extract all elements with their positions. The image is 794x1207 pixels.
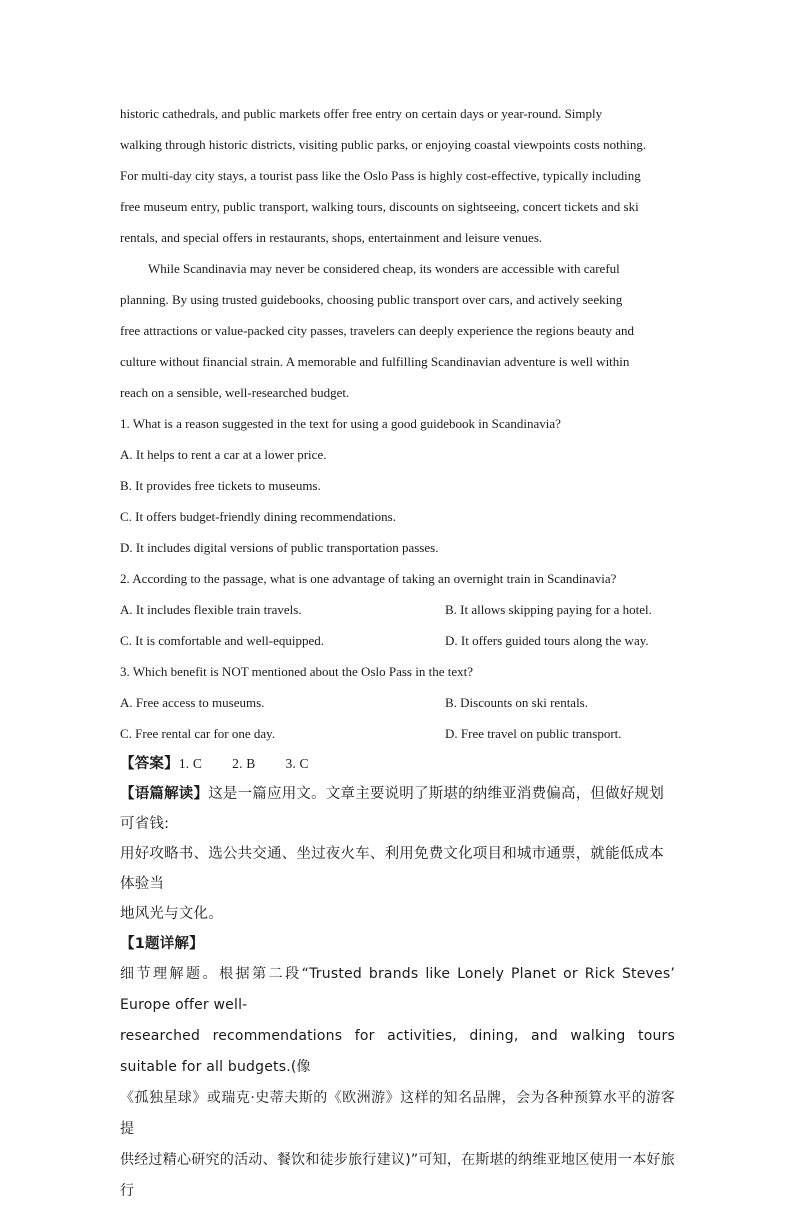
passage-line: free attractions or value-packed city passes, travelers can deeply experience the regions beauty and xyxy=(120,323,634,338)
detail-1 xyxy=(120,929,675,1207)
reading-line: 地风光与文化。 xyxy=(120,906,223,922)
option-d: D. It includes digital versions of public transportation passes. xyxy=(120,540,439,555)
option-row xyxy=(120,594,675,625)
question-2 xyxy=(120,563,675,656)
document-content xyxy=(120,98,675,1207)
question-stem: 2. According to the passage, what is one advantage of taking an overnight train in Scandinavia? xyxy=(120,571,617,586)
answer-item: 1. C xyxy=(178,756,203,771)
passage-line: While Scandinavia may never be considered cheap, its wonders are accessible with careful xyxy=(148,261,620,276)
reading-line xyxy=(120,779,675,839)
option-c: C. It is comfortable and well-equipped. xyxy=(120,633,324,648)
question-1 xyxy=(120,408,675,563)
detail-line: 《孤独星球》或瑞克·史蒂夫斯的《欧洲游》这样的知名品牌，会为各种预算水平的游客提 xyxy=(120,1090,675,1137)
detail-line: 细节理解题。根据第二段“Trusted brands like Lonely Planet or Rick Steves’ Europe offer well- xyxy=(120,966,675,1013)
option-b: B. It allows skipping paying for a hotel. xyxy=(445,602,652,617)
answer-item: 2. B xyxy=(232,756,256,771)
passage-line: reach on a sensible, well-researched budget. xyxy=(120,385,350,400)
reading-label: 【语篇解读】 xyxy=(120,786,209,802)
passage-paragraph-1 xyxy=(120,98,675,253)
detail-line: researched recommendations for activities, dining, and walking tours suitable for all budgets.(像 xyxy=(120,1028,675,1075)
question-3 xyxy=(120,656,675,749)
option-row xyxy=(120,625,675,656)
reading-text: 这是一篇应用文。文章主要说明了斯堪的纳维亚消费偏高，但做好规划可省钱: xyxy=(120,786,664,832)
question-stem: 3. Which benefit is NOT mentioned about the Oslo Pass in the text? xyxy=(120,664,473,679)
passage-line: free museum entry, public transport, walking tours, discounts on sightseeing, concert tickets and ski xyxy=(120,199,639,214)
passage-line: rentals, and special offers in restaurants, shops, entertainment and leisure venues. xyxy=(120,230,543,245)
passage-paragraph-2 xyxy=(120,253,675,408)
answer-item: 3. C xyxy=(285,756,309,771)
option-a: A. It includes flexible train travels. xyxy=(120,602,302,617)
option-d: D. It offers guided tours along the way. xyxy=(445,633,649,648)
reading-analysis xyxy=(120,779,675,929)
option-c: C. Free rental car for one day. xyxy=(120,726,276,741)
question-stem: 1. What is a reason suggested in the text for using a good guidebook in Scandinavia? xyxy=(120,416,561,431)
detail-line: 供经过精心研究的活动、餐饮和徒步旅行建议)”可知，在斯堪的纳维亚地区使用一本好旅行 xyxy=(120,1152,675,1199)
passage-line: historic cathedrals, and public markets offer free entry on certain days or year-round. Simply xyxy=(120,106,603,121)
passage-line: For multi-day city stays, a tourist pass like the Oslo Pass is highly cost-effective, typically including xyxy=(120,168,641,183)
passage-line: walking through historic districts, visiting public parks, or enjoying coastal viewpoints costs nothing. xyxy=(120,137,647,152)
option-row xyxy=(120,687,675,718)
answer-key xyxy=(120,749,675,779)
answer-label: 【答案】 xyxy=(120,756,179,772)
option-b: B. It provides free tickets to museums. xyxy=(120,478,321,493)
option-a: A. It helps to rent a car at a lower price. xyxy=(120,447,327,462)
detail-1-label: 【1题详解】 xyxy=(120,936,204,952)
option-d: D. Free travel on public transport. xyxy=(445,726,622,741)
passage-line: culture without financial strain. A memorable and fulfilling Scandinavian adventure is well within xyxy=(120,354,630,369)
option-b: B. Discounts on ski rentals. xyxy=(445,695,588,710)
option-a: A. Free access to museums. xyxy=(120,695,265,710)
option-row xyxy=(120,718,675,749)
passage-line: planning. By using trusted guidebooks, choosing public transport over cars, and actively seeking xyxy=(120,292,623,307)
option-c: C. It offers budget-friendly dining recommendations. xyxy=(120,509,396,524)
reading-line: 用好攻略书、选公共交通、坐过夜火车、利用免费文化项目和城市通票，就能低成本体验当 xyxy=(120,846,664,892)
